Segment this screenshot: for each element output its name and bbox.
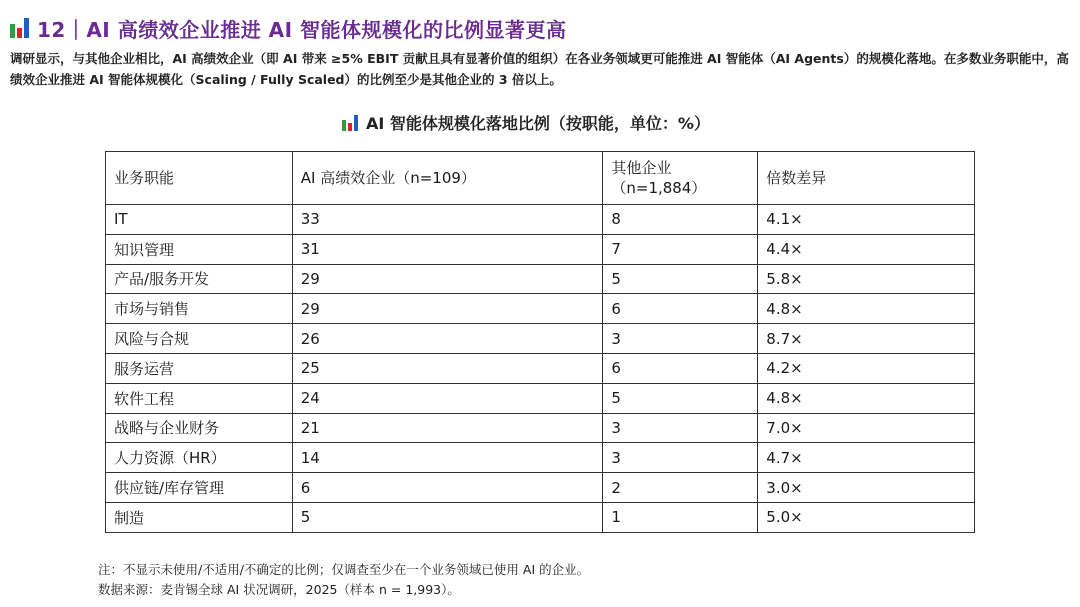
table-row — [106, 413, 975, 443]
cell-ratio: 8.7× — [758, 324, 975, 354]
cell-function: 战略与企业财务 — [106, 413, 293, 443]
bar-chart-icon — [342, 115, 358, 131]
header-function: 业务职能 — [106, 152, 293, 205]
table-header-row — [106, 152, 975, 205]
cell-other-companies: 3 — [603, 324, 758, 354]
cell-other-companies: 7 — [603, 234, 758, 264]
cell-ratio: 5.8× — [758, 264, 975, 294]
footnotes — [98, 560, 589, 600]
table-row — [106, 353, 975, 383]
cell-function: 供应链/库存管理 — [106, 473, 293, 503]
cell-other-companies: 5 — [603, 264, 758, 294]
cell-high-performers: 31 — [292, 234, 603, 264]
cell-ratio: 3.0× — [758, 473, 975, 503]
cell-other-companies: 1 — [603, 502, 758, 532]
table-title — [342, 111, 710, 134]
cell-high-performers: 25 — [292, 353, 603, 383]
cell-ratio: 4.7× — [758, 443, 975, 473]
cell-ratio: 4.8× — [758, 383, 975, 413]
table-row — [106, 234, 975, 264]
table-row — [106, 294, 975, 324]
header-other-line1: 其他企业 — [611, 159, 672, 177]
note-text: 注：不显示未使用/不适用/不确定的比例；仅调查至少在一个业务领域已使用 AI 的企业。 — [98, 562, 590, 577]
table-title-text: AI 智能体规模化落地比例（按职能，单位：%） — [366, 114, 710, 133]
cell-ratio: 7.0× — [758, 413, 975, 443]
cell-high-performers: 26 — [292, 324, 603, 354]
cell-other-companies: 6 — [603, 294, 758, 324]
cell-function: IT — [106, 205, 293, 235]
source-text: 数据来源：麦肯锡全球 AI 状况调研，2025（样本 n = 1,993）。 — [98, 582, 460, 597]
cell-other-companies: 3 — [603, 443, 758, 473]
cell-ratio: 4.1× — [758, 205, 975, 235]
bar-chart-icon — [10, 18, 29, 38]
cell-ratio: 4.4× — [758, 234, 975, 264]
page-title — [10, 14, 567, 42]
cell-high-performers: 29 — [292, 294, 603, 324]
cell-high-performers: 14 — [292, 443, 603, 473]
cell-high-performers: 24 — [292, 383, 603, 413]
table-row — [106, 502, 975, 532]
cell-high-performers: 5 — [292, 502, 603, 532]
cell-function: 产品/服务开发 — [106, 264, 293, 294]
table-row — [106, 324, 975, 354]
page-title-text: 12｜AI 高绩效企业推进 AI 智能体规模化的比例显著更高 — [37, 17, 567, 42]
cell-other-companies: 2 — [603, 473, 758, 503]
cell-function: 软件工程 — [106, 383, 293, 413]
cell-high-performers: 29 — [292, 264, 603, 294]
cell-function: 制造 — [106, 502, 293, 532]
header-ratio: 倍数差异 — [758, 152, 975, 205]
cell-other-companies: 3 — [603, 413, 758, 443]
cell-function: 知识管理 — [106, 234, 293, 264]
header-high-performers: AI 高绩效企业（n=109） — [292, 152, 603, 205]
table-row — [106, 473, 975, 503]
table-row — [106, 443, 975, 473]
cell-ratio: 5.0× — [758, 502, 975, 532]
cell-function: 服务运营 — [106, 353, 293, 383]
table-row — [106, 383, 975, 413]
cell-ratio: 4.2× — [758, 353, 975, 383]
cell-high-performers: 33 — [292, 205, 603, 235]
adoption-table — [105, 151, 975, 533]
table-row — [106, 264, 975, 294]
cell-function: 市场与销售 — [106, 294, 293, 324]
cell-other-companies: 6 — [603, 353, 758, 383]
header-other-line2: （n=1,884） — [611, 179, 707, 197]
cell-high-performers: 21 — [292, 413, 603, 443]
cell-other-companies: 5 — [603, 383, 758, 413]
cell-other-companies: 8 — [603, 205, 758, 235]
table-row — [106, 205, 975, 235]
intro-paragraph: 调研显示，与其他企业相比，AI 高绩效企业（即 AI 带来 ≥5% EBIT 贡献且具有显著价值的组织）在各业务领域更可能推进 AI 智能体（AI Agents）的规模化落地。在多数业务职能中，高绩效企业推进 AI 智能体规模化（Scaling / Fully Scaled）的比例至少是其他企业的 3 倍以上。 — [10, 51, 1069, 87]
cell-ratio: 4.8× — [758, 294, 975, 324]
cell-high-performers: 6 — [292, 473, 603, 503]
header-other-companies — [603, 152, 758, 205]
cell-function: 人力资源（HR） — [106, 443, 293, 473]
cell-function: 风险与合规 — [106, 324, 293, 354]
